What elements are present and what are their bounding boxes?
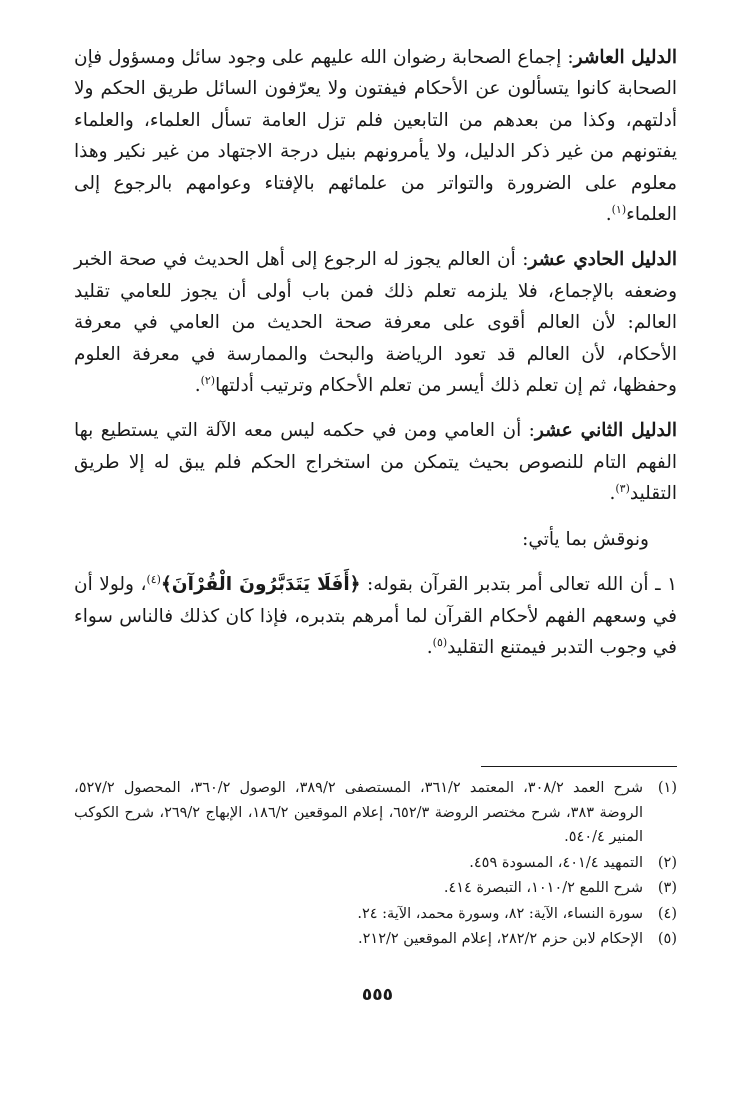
paragraph-text: ، ولولا أن في وسعهم الفهم لأحكام القرآن لما أمرهم بتدبره، فإذا كان كذلك فالناس سواء في وجوب التدبر فيمتنع التقليد xyxy=(74,574,677,658)
footnote-text: سورة النساء، الآية: ٨٢، وسورة محمد، الآية: ٢٤. xyxy=(357,905,643,922)
footnote-item xyxy=(74,776,677,850)
page-number: ٥٥٥ xyxy=(361,985,394,1005)
footnote-ref[interactable]: (٣) xyxy=(615,482,630,496)
footnote-number: (٥) xyxy=(657,931,677,947)
paragraph-text: : إجماع الصحابة رضوان الله عليهم على وجود سائل ومسؤول فإن الصحابة كانوا يتسألون عن الأحكام فيفتون ولا يعرّفون السائل طريق الحكم ولا أدلتهم، وكذا من بعدهم من التابعين فلم تزل العامة تسأل العلماء، والعلماء يفتونهم من غير ذكر الدليل، ولا يأمرونهم بنيل درجة الاجتهاد من غير نكير وهذا معلوم على الضرورة والتواتر من علمائهم بالإفتاء وعوامهم بالرجوع إلى العلماء xyxy=(74,47,677,226)
footnote-ref[interactable]: (٥) xyxy=(432,635,448,649)
paragraph-objection-1: ١ ـ أن الله تعالى أمر بتدبر القرآن بقوله: ﴿أَفَلَا يَتَدَبَّرُونَ الْقُرْآنَ﴾$^{(٤)}$، ولولا أن في وسعهم الفهم لأحكام القرآن لما أمرهم بتدبره، فإذا كان كذلك فالناس سواء في وجوب التدبر فيمتنع التقليد$^{(٥)}$. xyxy=(74,572,677,658)
footnote-text: شرح اللمع ١٠١٠/٢، التبصرة ٤١٤. xyxy=(443,880,643,896)
paragraph-evidence-10: الدليل العاشر: إجماع الصحابة رضوان الله عليهم على وجود سائل ومسؤول فإن الصحابة كانوا يتسألون عن الأحكام فيفتون ولا يعرّفون السائل طريق الحكم ولا أدلتهم، وكذا من بعدهم من التابعين فلم تزل العامة تسأل العلماء، والعلماء يفتونهم من غير ذكر الدليل، ولا يأمرونهم بنيل درجة الاجتهاد من غير نكير وهذا معلوم على الضرورة والتواتر من علمائهم بالإفتاء وعوامهم بالرجوع إلى العلماء$^{(١)}$. xyxy=(74,47,677,226)
footnote-item xyxy=(74,902,677,927)
footnote-item xyxy=(74,851,677,876)
quran-verse: ﴿أَفَلَا يَتَدَبَّرُونَ الْقُرْآنَ﴾ xyxy=(160,574,361,596)
paragraph-text: ١ ـ أن الله تعالى أمر بتدبر القرآن بقوله: xyxy=(360,574,677,596)
footnote-number: (١) xyxy=(657,780,677,796)
paragraph-text: ونوقش بما يأتي: xyxy=(522,528,649,550)
footnote-ref[interactable]: (٤) xyxy=(146,572,161,586)
footnote-item xyxy=(74,927,677,952)
evidence-heading: الدليل الحادي عشر xyxy=(528,249,677,271)
footnote-item xyxy=(74,876,677,901)
paragraph-text: : أن العامي ومن في حكمه ليس معه الآلة التي يستطيع بها الفهم التام للنصوص بحيث يتمكن من استخراج الحكم فلم يبق له إلا طريق التقليد xyxy=(74,420,677,505)
footnote-ref[interactable]: (٢) xyxy=(200,373,216,387)
footnote-number: (٢) xyxy=(657,854,677,871)
paragraph-text: : أن العالم يجوز له الرجوع إلى أهل الحديث في صحة الخبر وضعفه بالإجماع، فلا يلزمه تعلم ذلك فمن باب أولى أن يجوز للعامي تقليد العالم: لأن العالم أقوى على معرفة صحة الحديث من العامي في معرفة الأحكام، لأن العالم قد تعود الرياضة والبحث والممارسة في معرفة العلوم وحفظها، ثم إن تعلم ذلك أيسر من تعلم الأحكام وترتيب أدلتها xyxy=(74,249,677,397)
main-text xyxy=(74,42,677,663)
footnotes xyxy=(74,776,677,952)
footnote-ref[interactable]: (١) xyxy=(611,202,627,216)
evidence-heading: الدليل العاشر xyxy=(573,47,677,68)
footnote-text: الإحكام لابن حزم ٢٨٢/٢، إعلام الموقعين ٢١٢/٢. xyxy=(358,931,643,947)
evidence-heading: الدليل الثاني عشر xyxy=(534,420,677,442)
paragraph-evidence-12: الدليل الثاني عشر: أن العامي ومن في حكمه ليس معه الآلة التي يستطيع بها الفهم التام للنصوص بحيث يتمكن من استخراج الحكم فلم يبق له إلا طريق التقليد$^{(٣)}$. xyxy=(74,420,677,505)
footnote-text: شرح العمد ٣٠٨/٢، المعتمد ٣٦١/٢، المستصفى ٣٨٩/٢، الوصول ٣٦٠/٢، المحصول ٥٢٧/٢، الروضة ٣٨٣، شرح مختصر الروضة ٦٥٢/٣، إعلام الموقعين ١٨٦/٢، الإبهاج ٢٦٩/٢، شرح الكوكب المنير ٥٤٠/٤. xyxy=(74,780,643,845)
footnote-number: (٣) xyxy=(657,880,677,896)
footnote-number: (٤) xyxy=(657,905,677,922)
footnote-divider xyxy=(481,766,677,767)
paragraph-discussion-intro xyxy=(74,524,677,555)
footnote-text: التمهيد ٤٠١/٤، المسودة ٤٥٩. xyxy=(469,854,643,871)
paragraph-evidence-11: الدليل الحادي عشر: أن العالم يجوز له الرجوع إلى أهل الحديث في صحة الخبر وضعفه بالإجماع، فلا يلزمه تعلم ذلك فمن باب أولى أن يجوز للعامي تقليد العالم: لأن العالم أقوى على معرفة صحة الحديث من العامي في معرفة الأحكام، لأن العالم قد تعود الرياضة والبحث والممارسة في معرفة العلوم وحفظها، ثم إن تعلم ذلك أيسر من تعلم الأحكام وترتيب أدلتها$^{(٢)}$. xyxy=(74,249,677,397)
